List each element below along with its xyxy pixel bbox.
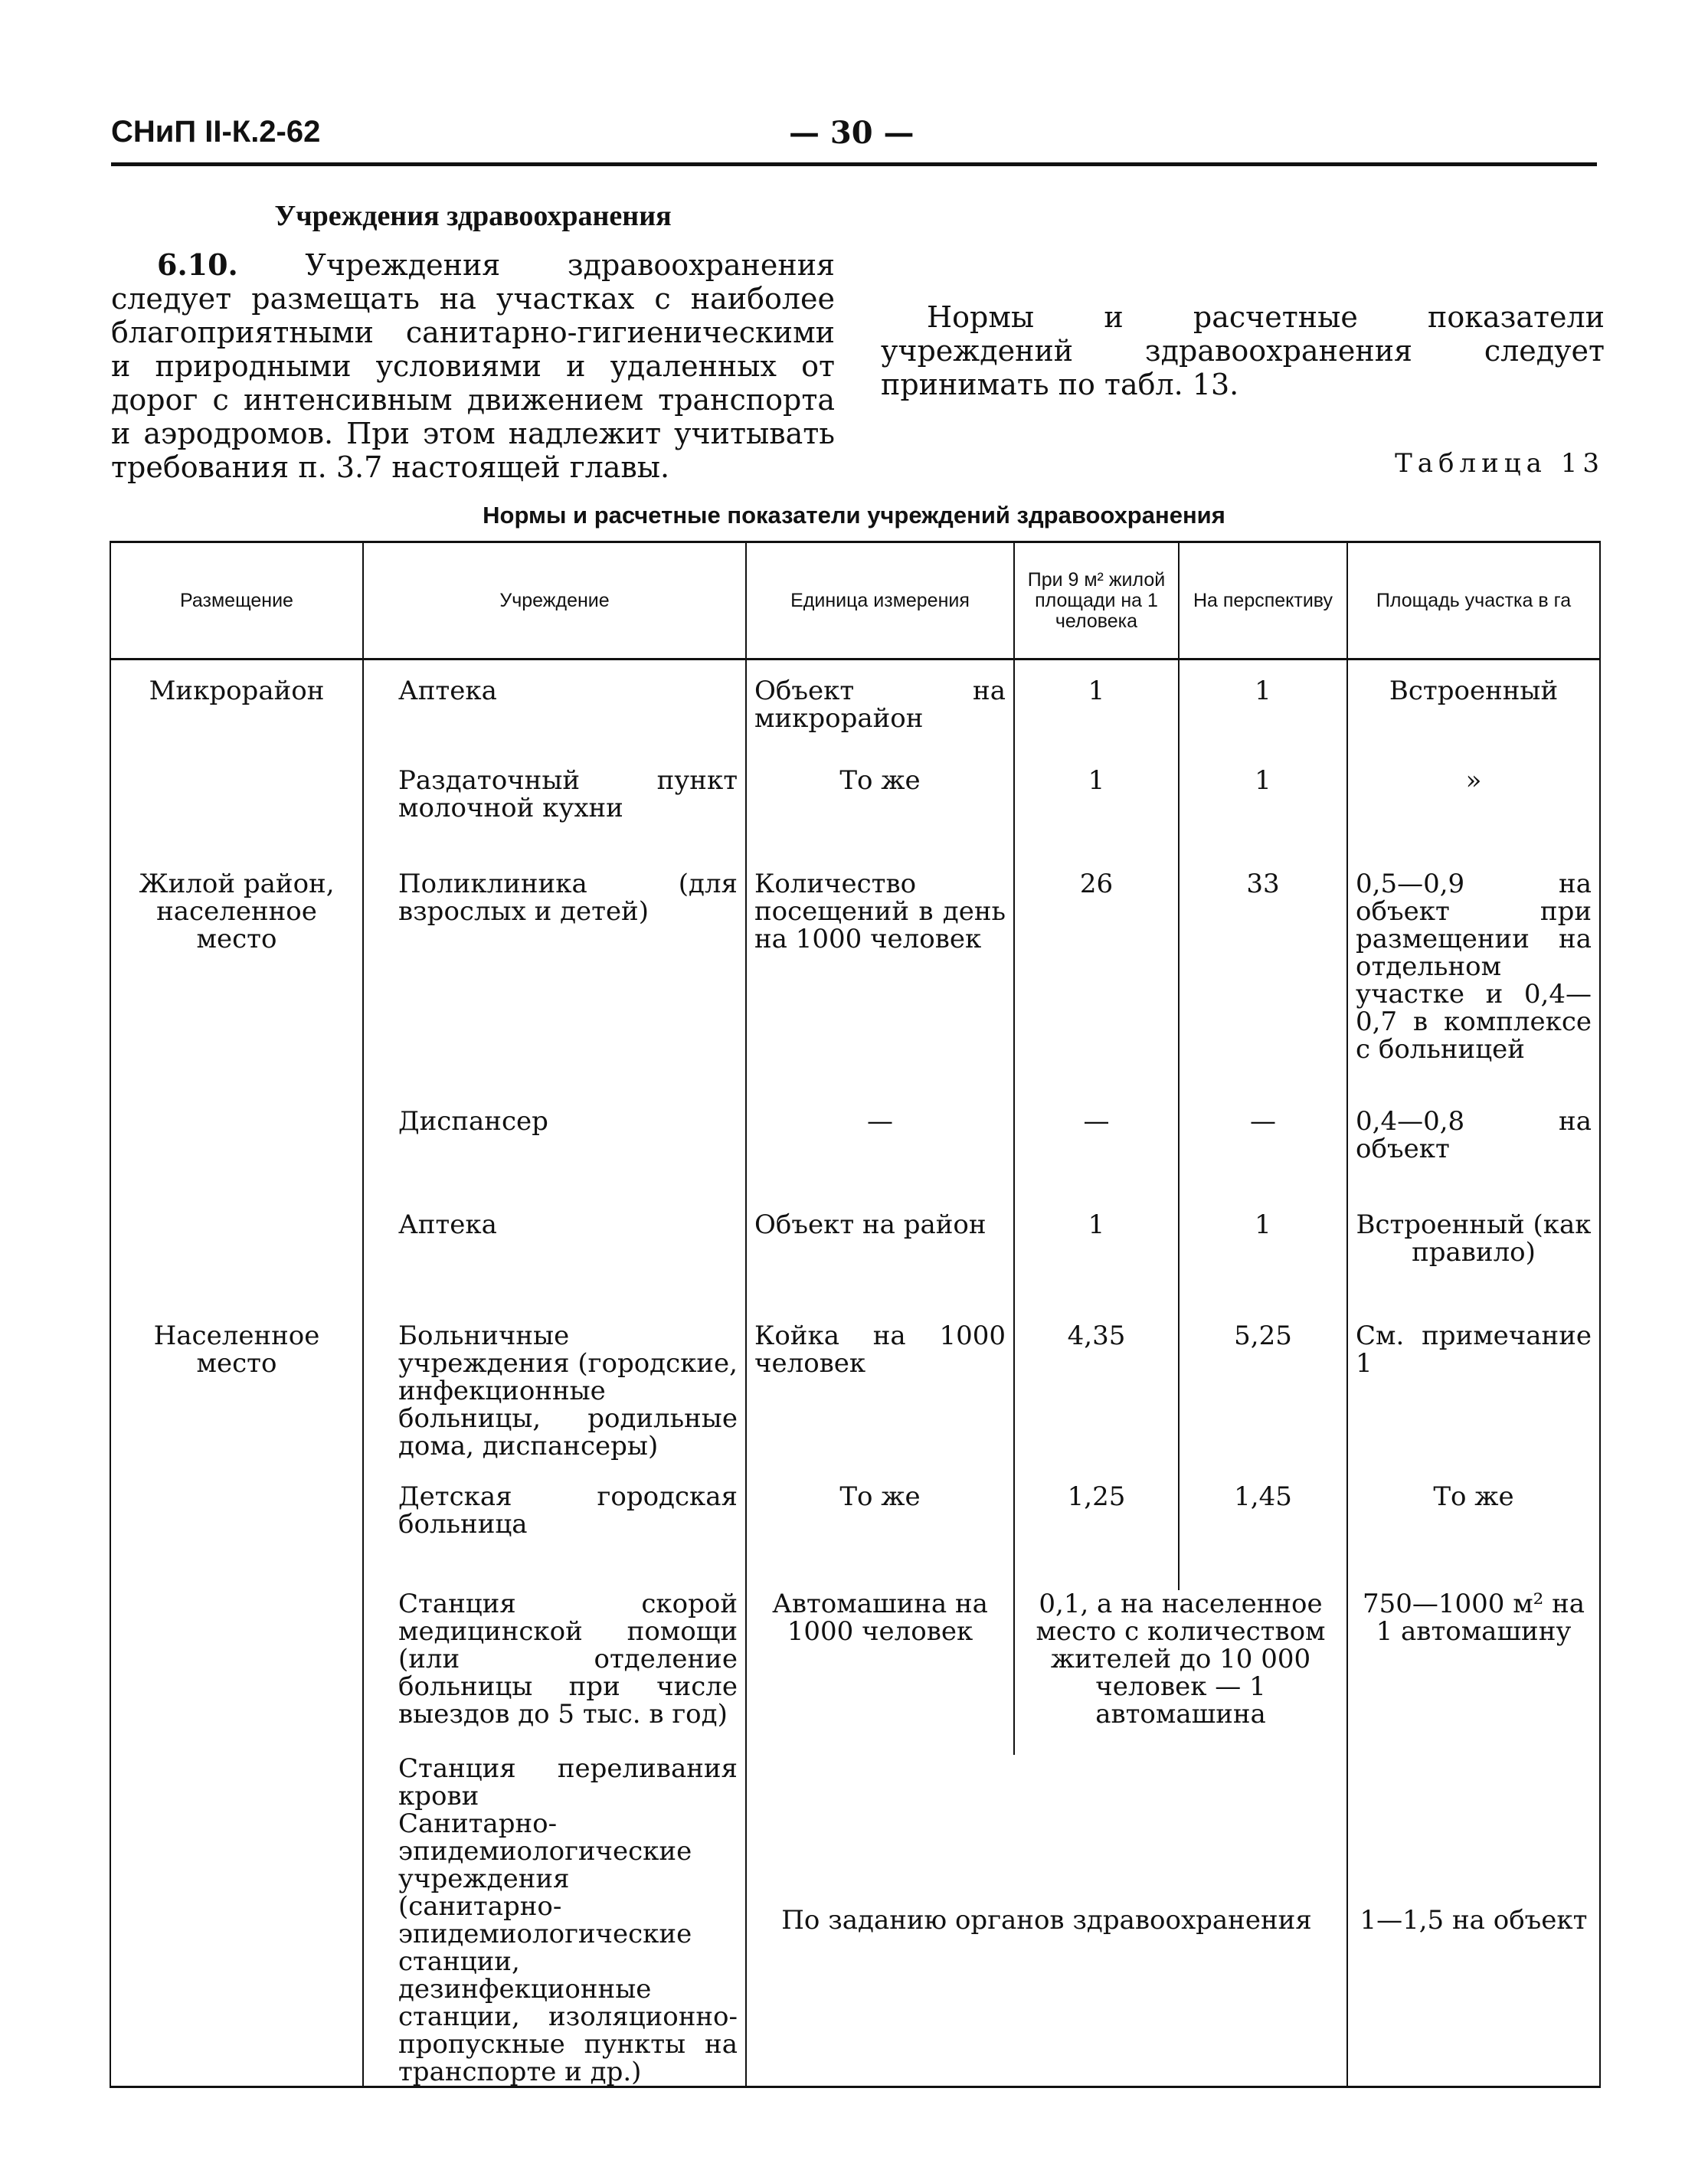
cell-future: —: [1179, 1108, 1347, 1211]
table-row: [110, 1322, 1600, 1483]
cell-institution: Детская городская больница: [363, 1483, 746, 1590]
cell-placement: [110, 1483, 363, 1590]
cell-placement: [110, 1108, 363, 1211]
header-institution: Учреждение: [363, 542, 746, 660]
document-code: СНиП II-К.2-62: [111, 115, 321, 149]
cell-per9: 1: [1014, 767, 1179, 870]
cell-area: 750—1000 м² на 1 автомашину: [1347, 1590, 1600, 1755]
cell-area: То же: [1347, 1483, 1600, 1590]
institution-blood-station: Станция переливания крови: [398, 1753, 738, 1812]
left-column: [111, 199, 835, 484]
cell-area: Встроенный: [1347, 660, 1600, 767]
cell-unit: Количество посещений в день на 1000 человек: [746, 870, 1014, 1108]
table-row: [110, 660, 1600, 767]
cell-unit: То же: [746, 767, 1014, 870]
cell-unit: То же: [746, 1483, 1014, 1590]
cell-institution: Аптека: [363, 1211, 746, 1322]
cell-institution: Аптека: [363, 660, 746, 767]
cell-future: 1: [1179, 767, 1347, 870]
paragraph-number: 6.10.: [157, 247, 238, 282]
paragraph-6-10: [111, 248, 835, 484]
paragraph-text: Учреждения здравоохранения следует размещать на участках с наиболее благоприятными санитарно-гигиеническими и природными условиями и удаленных от дорог с интенсивным движением транспорта и аэродромов. При этом надлежит учитывать требования п. 3.7 настоящей главы.: [111, 248, 835, 484]
cell-future: 1: [1179, 1211, 1347, 1322]
cell-placement: [110, 1590, 363, 1755]
table-label: Таблица 13: [1395, 448, 1605, 479]
table-row-group: [110, 1755, 1600, 2087]
table-row-ambulance: [110, 1590, 1600, 1755]
header-future: На перспективу: [1179, 542, 1347, 660]
cell-area: »: [1347, 767, 1600, 870]
cell-future: 1: [1179, 660, 1347, 767]
table-row: [110, 1108, 1600, 1211]
cell-institution: Поликлиника (для взрослых и детей): [363, 870, 746, 1108]
cell-future: 5,25: [1179, 1322, 1347, 1483]
cell-per9: 1,25: [1014, 1483, 1179, 1590]
cell-unit: Объект на район: [746, 1211, 1014, 1322]
cell-institution: Станция скорой медицинской помощи (или отделение больницы при числе выездов до 5 тыс. в год): [363, 1590, 746, 1755]
header-per9: При 9 м² жилой площади на 1 человека: [1014, 542, 1179, 660]
header-unit: Единица измерения: [746, 542, 1014, 660]
cell-institution: Диспансер: [363, 1108, 746, 1211]
table-row: [110, 767, 1600, 870]
paragraph-norms: Нормы и расчетные показатели учреждений здравоохранения следует принимать по табл. 13.: [881, 300, 1605, 401]
header-area: Площадь участка в га: [1347, 542, 1600, 660]
cell-ambulance-merged: 0,1, а на населенное место с количеством жителей до 10 000 человек — 1 автомашина: [1014, 1590, 1347, 1755]
cell-placement: [110, 1755, 363, 2087]
table-header-row: [110, 542, 1600, 660]
group-merged-text: По заданию органов здравоохранения: [781, 1904, 1312, 1936]
cell-institution: Раздаточный пункт молочной кухни: [363, 767, 746, 870]
cell-institution-group: [363, 1755, 746, 2087]
header-placement: Размещение: [110, 542, 363, 660]
cell-placement: [110, 767, 363, 870]
cell-area: 0,4—0,8 на объект: [1347, 1108, 1600, 1211]
cell-per9: 26: [1014, 870, 1179, 1108]
cell-unit: —: [746, 1108, 1014, 1211]
cell-unit: Койка на 1000 человек: [746, 1322, 1014, 1483]
cell-per9: 1: [1014, 660, 1179, 767]
section-title: Учреждения здравоохранения: [274, 200, 672, 232]
right-column: [881, 199, 1605, 401]
cell-per9: 4,35: [1014, 1322, 1179, 1483]
cell-placement: Населенное место: [110, 1322, 363, 1483]
cell-per9: —: [1014, 1108, 1179, 1211]
cell-unit: Объект на микрорайон: [746, 660, 1014, 767]
cell-placement: Жилой район, населенное место: [110, 870, 363, 1108]
cell-institution: Больничные учреждения (городские, инфекционные больницы, родильные дома, диспансеры): [363, 1322, 746, 1483]
cell-area: Встроенный (как правило): [1347, 1211, 1600, 1322]
header-rule: [111, 162, 1597, 166]
table-row: [110, 1211, 1600, 1322]
table-title: Нормы и расчетные показатели учреждений здравоохранения: [483, 502, 1225, 529]
cell-unit: Автомашина на 1000 человек: [746, 1590, 1014, 1755]
institution-sanitary: Санитарно-эпидемиологические учреждения (санитарно-эпидемиологические станции, дезинфекционные станции, изоляционно-пропускные пункты на транспорте и др.): [398, 1808, 738, 2087]
cell-future: 1,45: [1179, 1483, 1347, 1590]
cell-area: См. примечание 1: [1347, 1322, 1600, 1483]
table-row: [110, 870, 1600, 1108]
table-row: [110, 1483, 1600, 1590]
cell-per9: 1: [1014, 1211, 1179, 1322]
cell-placement: Микрорайон: [110, 660, 363, 767]
page-number: — 30 —: [789, 115, 915, 151]
cell-area: 1—1,5 на объект: [1347, 1755, 1600, 2087]
norms-table: [110, 541, 1601, 2088]
cell-group-merged: [746, 1755, 1347, 2087]
cell-area: 0,5—0,9 на объект при размещении на отдельном участке и 0,4—0,7 в комплексе с больницей: [1347, 870, 1600, 1108]
cell-placement: [110, 1211, 363, 1322]
cell-future: 33: [1179, 870, 1347, 1108]
